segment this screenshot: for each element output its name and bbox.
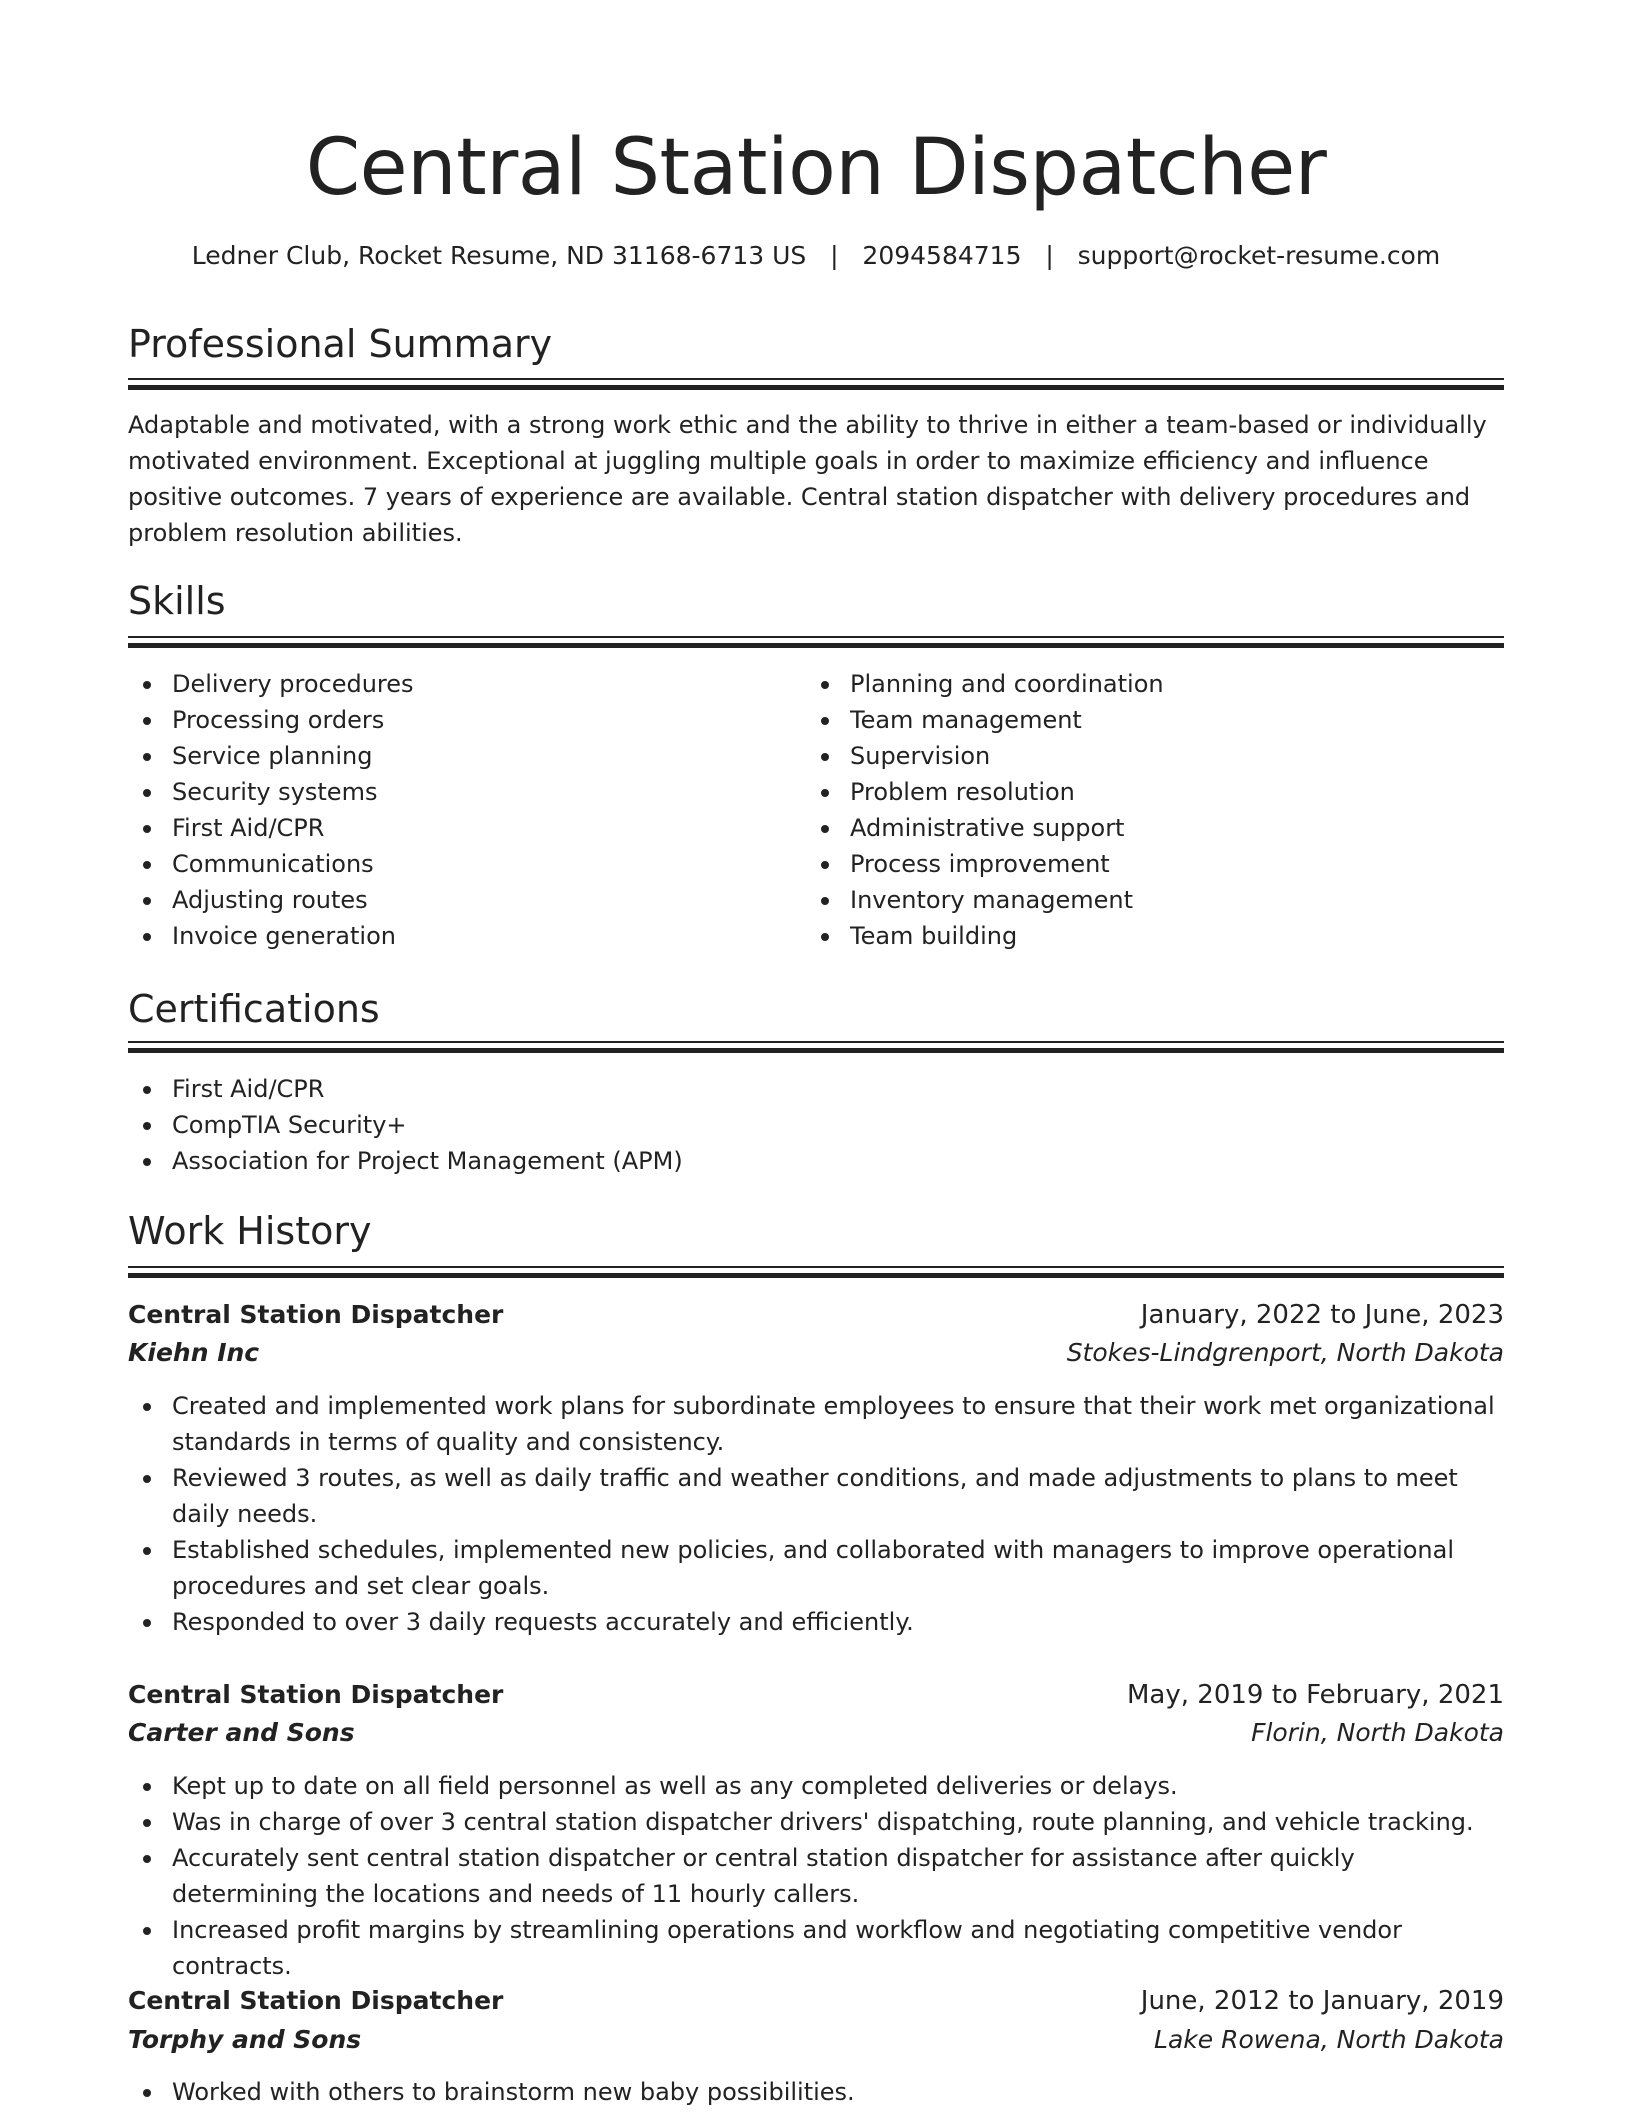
job-bullet: Responded to over 3 daily requests accurately and efficiently.: [172, 1604, 1504, 1640]
job-dates: June, 2012 to January, 2019: [1140, 1986, 1504, 2016]
job-title: Central Station Dispatcher: [128, 1680, 504, 1709]
job-location: Lake Rowena, North Dakota: [1154, 2025, 1504, 2054]
skill-item: Inventory management: [850, 882, 1500, 918]
certification-item: First Aid/CPR: [172, 1071, 1504, 1107]
skill-item: First Aid/CPR: [172, 810, 802, 846]
skills-list-left: [128, 666, 802, 954]
skill-item: Service planning: [172, 738, 802, 774]
job-location: Stokes-Lindgrenport, North Dakota: [1066, 1338, 1504, 1367]
job-bullets: [128, 1388, 1504, 1640]
certification-item: CompTIA Security+: [172, 1107, 1504, 1143]
contact-separator: |: [1045, 241, 1054, 270]
skill-item: Administrative support: [850, 810, 1500, 846]
certifications-list: [128, 1071, 1504, 1179]
skills-heading: Skills: [128, 579, 226, 623]
job-bullets: [128, 1768, 1504, 1984]
skill-item: Security systems: [172, 774, 802, 810]
skill-item: Invoice generation: [172, 918, 802, 954]
skill-item: Delivery procedures: [172, 666, 802, 702]
skill-item: Planning and coordination: [850, 666, 1500, 702]
job-dates: May, 2019 to February, 2021: [1127, 1680, 1504, 1710]
skill-item: Adjusting routes: [172, 882, 802, 918]
job-bullet: Established schedules, implemented new policies, and collaborated with managers to improve operational procedures and set clear goals.: [172, 1532, 1504, 1604]
skill-item: Processing orders: [172, 702, 802, 738]
job-company: Carter and Sons: [128, 1718, 355, 1747]
work-history-heading: Work History: [128, 1209, 372, 1253]
skills-list-right: [806, 666, 1500, 954]
section-divider: [128, 636, 1504, 648]
summary-heading: Professional Summary: [128, 322, 553, 366]
job-bullet: Accurately sent central station dispatcher or central station dispatcher for assistance after quickly determining the locations and needs of 11 hourly callers.: [172, 1840, 1504, 1912]
section-divider: [128, 378, 1504, 390]
skill-item: Problem resolution: [850, 774, 1500, 810]
contact-address: Ledner Club, Rocket Resume, ND 31168-6713 US: [191, 241, 807, 270]
contact-separator: |: [830, 241, 839, 270]
certifications-heading: Certifications: [128, 987, 380, 1031]
certification-item: Association for Project Management (APM): [172, 1143, 1504, 1179]
job-bullet: Reviewed 3 routes, as well as daily traffic and weather conditions, and made adjustments to plans to meet daily needs.: [172, 1460, 1504, 1532]
skill-item: Team building: [850, 918, 1500, 954]
job-bullets: [128, 2074, 1504, 2110]
job-bullet: Was in charge of over 3 central station dispatcher drivers' dispatching, route planning, and vehicle tracking.: [172, 1804, 1504, 1840]
job-company: Torphy and Sons: [128, 2025, 362, 2054]
contact-phone: 2094584715: [862, 241, 1022, 270]
skill-item: Process improvement: [850, 846, 1500, 882]
contact-line: [128, 238, 1504, 274]
section-divider: [128, 1041, 1504, 1053]
job-dates: January, 2022 to June, 2023: [1140, 1300, 1504, 1330]
section-divider: [128, 1266, 1504, 1278]
skill-item: Communications: [172, 846, 802, 882]
job-company: Kiehn Inc: [128, 1338, 260, 1367]
skill-item: Supervision: [850, 738, 1500, 774]
job-location: Florin, North Dakota: [1251, 1718, 1504, 1747]
job-title: Central Station Dispatcher: [128, 1986, 504, 2015]
job-bullet: Worked with others to brainstorm new baby possibilities.: [172, 2074, 1504, 2110]
job-bullet: Created and implemented work plans for subordinate employees to ensure that their work met organizational standards in terms of quality and consistency.: [172, 1388, 1504, 1460]
resume-name: Central Station Dispatcher: [305, 123, 1327, 213]
contact-email[interactable]: support@rocket-resume.com: [1077, 241, 1441, 270]
job-title: Central Station Dispatcher: [128, 1300, 504, 1329]
skill-item: Team management: [850, 702, 1500, 738]
summary-text: Adaptable and motivated, with a strong work ethic and the ability to thrive in either a team-based or individually motivated environment. Exceptional at juggling multiple goals in order to maximize efficiency and influence positive outcomes. 7 years of experience are available. Central station dispatcher with delivery procedures and problem resolution abilities.: [128, 411, 1487, 547]
job-bullet: Kept up to date on all field personnel as well as any completed deliveries or delays.: [172, 1768, 1504, 1804]
job-bullet: Increased profit margins by streamlining operations and workflow and negotiating competitive vendor contracts.: [172, 1912, 1504, 1984]
